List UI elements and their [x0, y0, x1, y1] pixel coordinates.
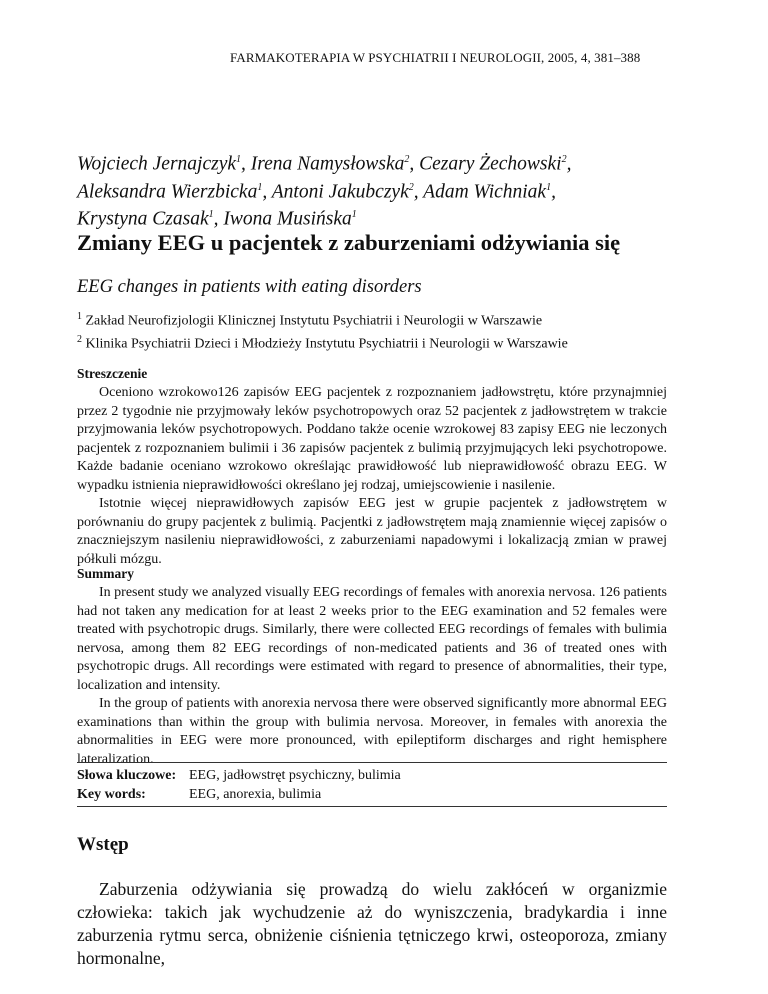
author-affiliation-mark: 1: [257, 181, 263, 193]
author-line: Wojciech Jernajczyk$^1$, Irena Namysłowska$^2$, Cezary Żechowski$^2$,: [77, 153, 572, 175]
author-name: Wojciech Jernajczyk: [77, 153, 236, 175]
author-affiliation-mark: 2: [561, 154, 567, 165]
summary-paragraph: In the group of patients with anorexia nervosa there were observed significantly more abnormal EEG examinations than within the group with bulimia nervosa. Moreover, in females with anorexia the abnormalities in EEG were more pronounced, with epileptiform discharges and right hemisphere lateralization.: [77, 696, 667, 767]
affiliation-number: 1: [77, 311, 82, 322]
author-affiliation-mark: 1: [546, 181, 552, 193]
author-name: Adam Wichniak: [423, 181, 547, 202]
streszczenie-heading: Streszczenie: [77, 366, 148, 381]
author-affiliation-mark: 1: [351, 209, 357, 220]
author-line: Aleksandra Wierzbicka$^1$, Antoni Jakubczyk$^2$, Adam Wichniak$^1$,: [77, 181, 556, 202]
affiliations: [77, 308, 697, 353]
keywords-label: Słowa kluczowe:: [77, 768, 177, 783]
keywords-block: [77, 767, 401, 804]
affiliation-number: 2: [77, 333, 82, 345]
author-affiliation-mark: 2: [408, 181, 414, 193]
author-affiliation-mark: 1: [208, 209, 214, 220]
summary-paragraph: In present study we analyzed visually EEG recordings of females with anorexia nervosa. 126 patients had not taken any medication for at least 2 weeks prior to the EEG examination and 52 females were treated with psychotropic drugs. Similarly, there were collected EEG recordings of females with bulimia nervosa, among them 82 EEG recordings of non-medicated patients and 36 of treated ones with psychotropic drugs. All recordings were estimated with regard to presence of abnormalities, their type, localization and intensity.: [77, 585, 667, 693]
author-name: Cezary Żechowski: [419, 153, 562, 175]
author-name: Aleksandra Wierzbicka: [77, 181, 258, 202]
paper-title: Zmiany EEG u pacjentek z zaburzeniami odżywiania się: [77, 230, 621, 255]
body-text: [77, 878, 667, 970]
summary-body: [77, 584, 667, 769]
affiliation-item: [77, 331, 697, 354]
author-affiliation-mark: 1: [236, 154, 241, 165]
keywords-bottom-rule: [77, 806, 667, 807]
author-name: Iwona Musińska: [223, 208, 352, 230]
affiliation-item: [77, 308, 697, 331]
keywords-value: EEG, jadłowstręt psychiczny, bulimia: [189, 768, 401, 783]
author-name: Antoni Jakubczyk: [271, 181, 409, 202]
abstract-paragraph: Oceniono wzrokowo126 zapisów EEG pacjentek z rozpoznaniem jadłowstrętu, które przynajmniej przez 2 tygodnie nie przyjmowały leków psychotropowych oraz 52 pacjentek z jadłowstrętem w trakcie przyjmowania leków psychotropowych. Poddano także ocenie wzrokowej 83 zapisy EEG nie leczonych pacjentek z rozpoznaniem bulimii i 36 zapisów pacjentek z bulimią przyjmujących leki psychotropowe. Każde badanie oceniano wzrokowo określając prawidłowość lub nieprawidłowość obrazu EEG. W wypadku istnienia nieprawidłowości określano jej rodzaj, umiejscowienie i nasilenie.: [77, 385, 667, 493]
running-header: FARMAKOTERAPIA W PSYCHIATRII I NEUROLOGII, 2005, 4, 381–388: [230, 50, 641, 65]
abstract-paragraph: Istotnie więcej nieprawidłowych zapisów EEG jest w grupie pacjentek z jadłowstrętem w porównaniu do grupy pacjentek z bulimią. Pacjentki z jadłowstrętem mają znamiennie więcej zapisów o znaczniejszym nasileniu nieprawidłowości, z zaburzeniami napadowymi i lokalizacją zmian w prawej półkuli mózgu.: [77, 496, 667, 567]
author-name: Krystyna Czasak: [77, 208, 209, 230]
keywords-row-en: [77, 786, 401, 805]
author-line: Krystyna Czasak$^1$, Iwona Musińska$^1$: [77, 208, 357, 230]
author-list: [77, 148, 637, 231]
paper-title-english: EEG changes in patients with eating disorders: [77, 277, 422, 297]
streszczenie-body: [77, 384, 667, 569]
keywords-top-rule: [77, 762, 667, 763]
author-affiliation-mark: 2: [404, 154, 410, 165]
section-heading: Wstęp: [77, 834, 129, 855]
affiliation-text: Zakład Neurofizjologii Klinicznej Instytutu Psychiatrii i Neurologii w Warszawie: [85, 313, 543, 329]
keywords-label: Key words:: [77, 786, 146, 802]
summary-heading: Summary: [77, 566, 134, 581]
affiliation-text: Klinika Psychiatrii Dzieci i Młodzieży Instytutu Psychiatrii i Neurologii w Warszawie: [85, 336, 568, 352]
author-name: Irena Namysłowska: [250, 153, 405, 175]
keywords-value: EEG, anorexia, bulimia: [189, 786, 322, 802]
body-paragraph: Zaburzenia odżywiania się prowadzą do wielu zakłóceń w organizmie człowieka: takich jak wychudzenie aż do wyniszczenia, bradykardia i inne zaburzenia rytmu serca, obniżenie ciśnienia tętniczego krwi, osteoporoza, zmiany hormonalne,: [77, 879, 667, 968]
keywords-row-pl: [77, 767, 401, 786]
